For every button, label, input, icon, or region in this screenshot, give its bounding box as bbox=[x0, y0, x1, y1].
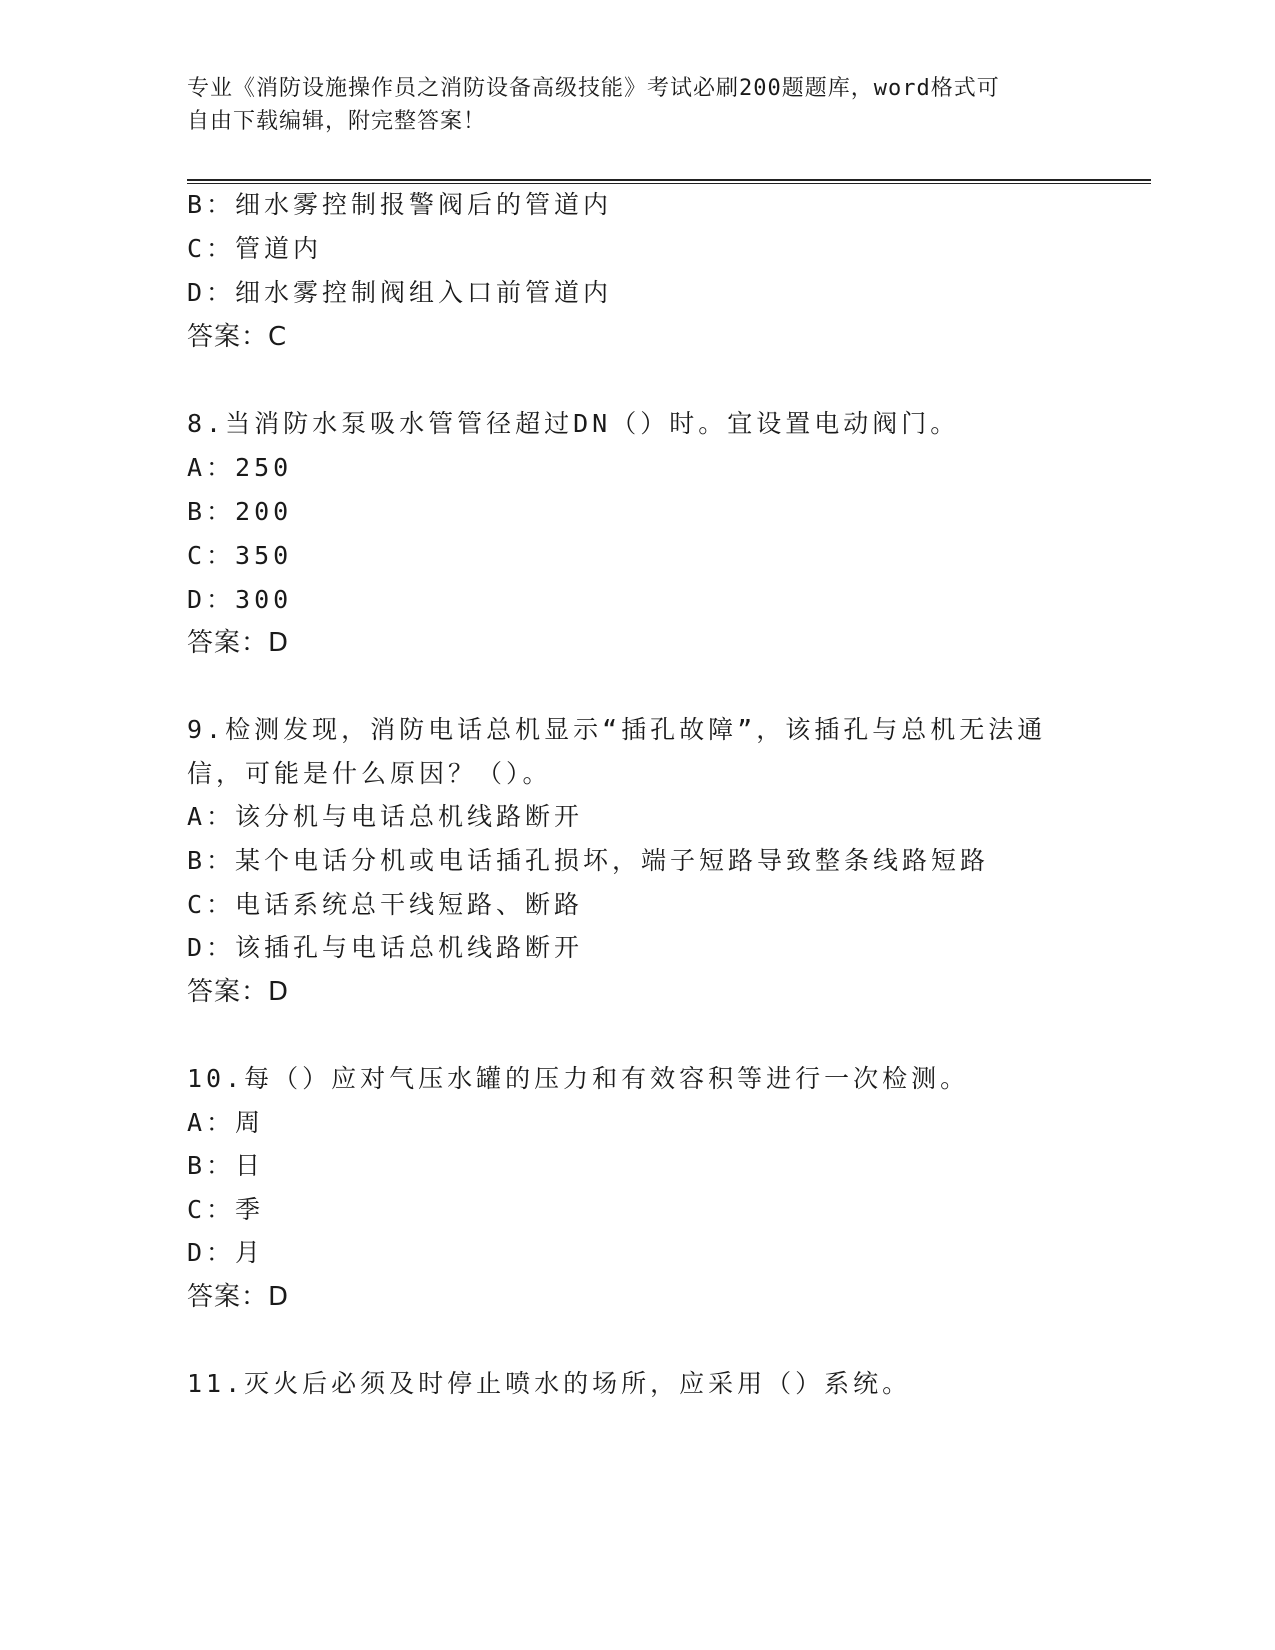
document-header bbox=[187, 72, 1087, 138]
q9-stem-line-1: 9.检测发现，消防电话总机显示“插孔故障”，该插孔与总机无法通 bbox=[187, 715, 1047, 744]
q9-answer: 答案：D bbox=[187, 977, 290, 1007]
header-line-1: 专业《消防设施操作员之消防设备高级技能》考试必刷200题题库，word格式可 bbox=[187, 76, 1000, 101]
q8-option-d: D：300 bbox=[187, 585, 293, 614]
header-divider bbox=[187, 179, 1151, 184]
q7-answer: 答案：C bbox=[187, 322, 288, 352]
header-line-2: 自由下载编辑，附完整答案！ bbox=[187, 109, 487, 134]
q9-stem-line-2: 信，可能是什么原因？（）。 bbox=[187, 759, 552, 788]
q10-option-a: A：周 bbox=[187, 1108, 265, 1137]
q9-option-c: C：电话系统总干线短路、断路 bbox=[187, 890, 584, 919]
q8-option-b: B：200 bbox=[187, 497, 293, 526]
q7-option-d: D：细水雾控制阀组入口前管道内 bbox=[187, 278, 613, 307]
q8-option-a: A：250 bbox=[187, 453, 293, 482]
q8-stem: 8.当消防水泵吸水管管径超过DN（）时。宜设置电动阀门。 bbox=[187, 409, 960, 438]
q10-option-c: C：季 bbox=[187, 1195, 265, 1224]
q9-option-b: B：某个电话分机或电话插孔损坏，端子短路导致整条线路短路 bbox=[187, 846, 990, 875]
q7-option-c: C：管道内 bbox=[187, 234, 323, 263]
q10-stem: 10.每（）应对气压水罐的压力和有效容积等进行一次检测。 bbox=[187, 1064, 970, 1093]
q10-option-d: D：月 bbox=[187, 1238, 265, 1267]
q9-option-d: D：该插孔与电话总机线路断开 bbox=[187, 933, 584, 962]
q7-option-b: B：细水雾控制报警阀后的管道内 bbox=[187, 190, 613, 219]
q9-option-a: A：该分机与电话总机线路断开 bbox=[187, 802, 584, 831]
q10-answer: 答案：D bbox=[187, 1282, 290, 1312]
q8-option-c: C：350 bbox=[187, 541, 293, 570]
q10-option-b: B：日 bbox=[187, 1151, 265, 1180]
q8-answer: 答案：D bbox=[187, 628, 290, 658]
q11-stem: 11.灭火后必须及时停止喷水的场所，应采用（）系统。 bbox=[187, 1369, 912, 1398]
